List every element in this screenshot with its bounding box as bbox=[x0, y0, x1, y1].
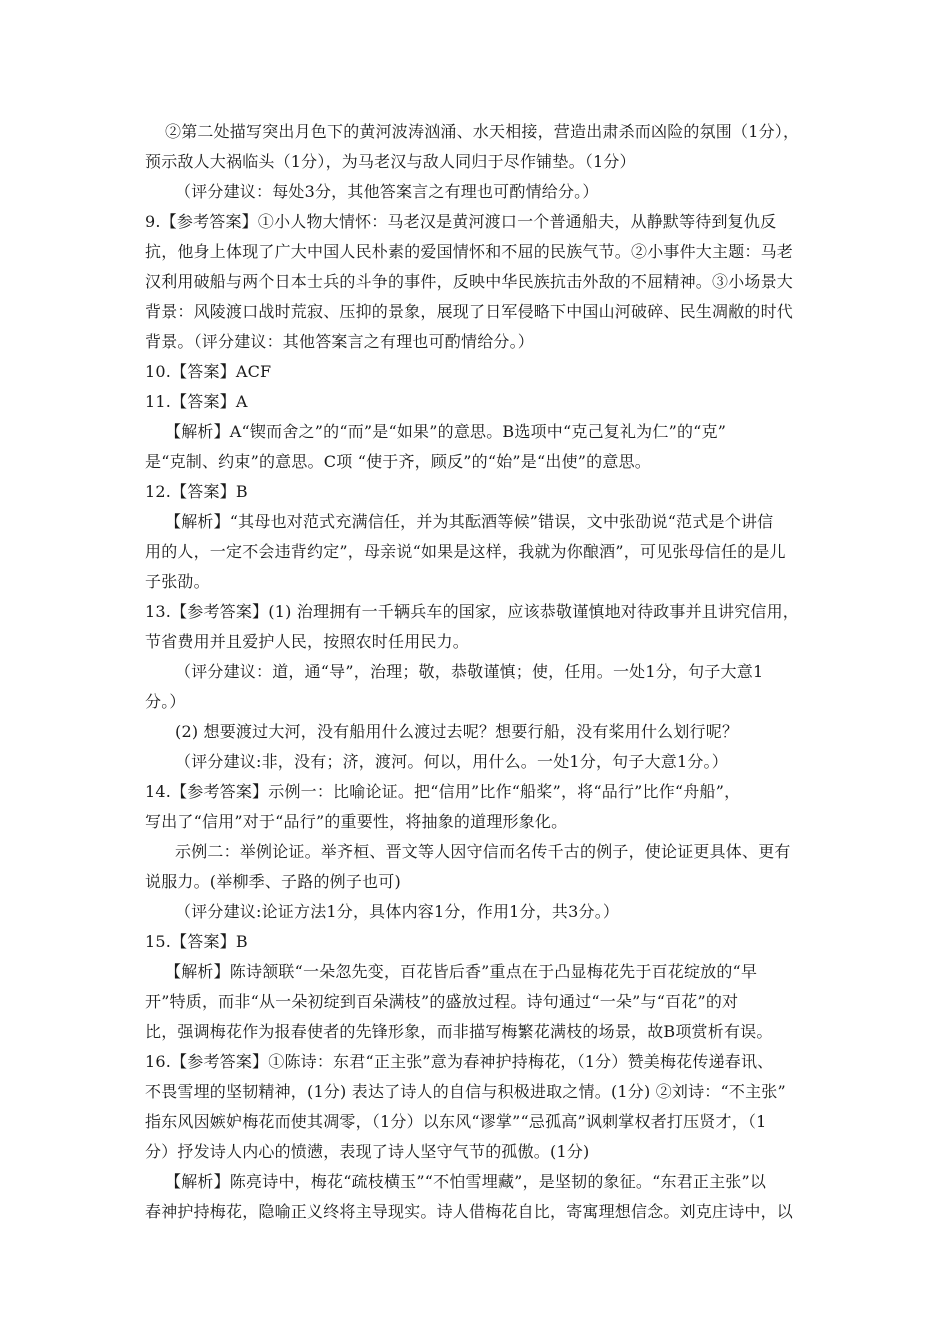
text-line: 说服力。(举柳季、子路的例子也可) bbox=[145, 872, 401, 891]
answer-13-line: 13.【参考答案】(1) 治理拥有一千辆兵车的国家，应该恭敬谨慎地对待政事并且讲究信用， bbox=[145, 602, 799, 621]
answer-16-line: 16.【参考答案】①陈诗：东君“正主张”意为春神护持梅花，（1分）赞美梅花传递春讯、 bbox=[145, 1052, 774, 1071]
answer-12-line: 12.【答案】B bbox=[145, 482, 248, 501]
text-line: 分。） bbox=[145, 692, 186, 711]
text-line: ②第二处描写突出月色下的黄河波涛汹涌、水天相接，营造出肃杀而凶险的氛围（1分）， bbox=[165, 122, 800, 141]
text-line: 节省费用并且爱护人民，按照农时任用民力。 bbox=[145, 632, 470, 651]
text-line: 不畏雪埋的坚韧精神，(1分) 表达了诗人的自信与积极进取之情。(1分) ②刘诗：“不主张” bbox=[145, 1082, 786, 1101]
answer-10-line: 10.【答案】ACF bbox=[145, 362, 272, 381]
answer-14-line: 14.【参考答案】示例一：比喻论证。把“信用”比作“船桨”，将“品行”比作“舟船”， bbox=[145, 782, 741, 801]
text-line: 示例二：举例论证。举齐桓、晋文等人因守信而名传千古的例子，使论证更具体、更有 bbox=[175, 842, 791, 861]
text-line: (2) 想要渡过大河，没有船用什么渡过去呢？想要行船，没有桨用什么划行呢？ bbox=[175, 722, 739, 741]
text-line: 背景：风陵渡口战时荒寂、压抑的景象，展现了日军侵略下中国山河破碎、民生凋敝的时代 bbox=[145, 302, 794, 321]
text-line: 汉利用破船与两个日本士兵的斗争的事件，反映中华民族抗击外敌的不屈精神。③小场景大 bbox=[145, 272, 794, 291]
text-line: 子张劭。 bbox=[145, 572, 210, 591]
text-line: 指东风因嫉妒梅花而使其凋零，（1分）以东风“谬掌”“忌孤高”讽刺掌权者打压贤才，（1 bbox=[145, 1112, 767, 1131]
text-line: 【解析】陈诗颔联“一朵忽先变，百花皆后香”重点在于凸显梅花先于百花绽放的“早 bbox=[165, 962, 758, 981]
text-line: 抗，他身上体现了广大中国人民朴素的爱国情怀和不屈的民族气节。②小事件大主题：马老 bbox=[145, 242, 794, 261]
text-line: （评分建议:论证方法1分，具体内容1分，作用1分，共3分。） bbox=[175, 902, 620, 921]
text-line: （评分建议:非，没有；济，渡河。何以，用什么。一处1分，句子大意1分。） bbox=[175, 752, 728, 771]
text-line: 【解析】“其母也对范式充满信任，并为其酝酒等候”错误，文中张劭说“范式是个讲信 bbox=[165, 512, 774, 531]
text-line: 【解析】A“锲而舍之”的“而”是“如果”的意思。B选项中“克己复礼为仁”的“克” bbox=[165, 422, 727, 441]
text-line: 写出了“信用”对于“品行”的重要性，将抽象的道理形象化。 bbox=[145, 812, 568, 831]
text-line: （评分建议：每处3分，其他答案言之有理也可酌情给分。） bbox=[175, 182, 599, 201]
text-line: 是“克制、约束”的意思。C项 “使于齐，顾反”的“始”是“出使”的意思。 bbox=[145, 452, 651, 471]
text-line: （评分建议：道，通“导”，治理；敬，恭敬谨慎；使，任用。一处1分，句子大意1 bbox=[175, 662, 764, 681]
text-line: 比，强调梅花作为报春使者的先锋形象，而非描写梅繁花满枝的场景，故B项赏析有误。 bbox=[145, 1022, 773, 1041]
answer-11-line: 11.【答案】A bbox=[145, 392, 248, 411]
text-line: 开”特质，而非“从一朵初绽到百朵满枝”的盛放过程。诗句通过“一朵”与“百花”的对 bbox=[145, 992, 739, 1011]
text-line: 【解析】陈亮诗中，梅花“疏枝横玉”“不怕雪埋藏”，是坚韧的象征。“东君正主张”以 bbox=[165, 1172, 767, 1191]
text-line: 背景。（评分建议：其他答案言之有理也可酌情给分。） bbox=[145, 332, 535, 351]
answer-9-line: 9.【参考答案】①小人物大情怀：马老汉是黄河渡口一个普通船夫，从静默等待到复仇反 bbox=[145, 212, 777, 231]
text-line: 春神护持梅花，隐喻正义终将主导现实。诗人借梅花自比，寄寓理想信念。刘克庄诗中，以 bbox=[145, 1202, 794, 1221]
text-line: 分）抒发诗人内心的愤懑，表现了诗人坚守气节的孤傲。(1分) bbox=[145, 1142, 590, 1161]
answer-15-line: 15.【答案】B bbox=[145, 932, 248, 951]
text-line: 用的人，一定不会违背约定”，母亲说“如果是这样，我就为你酿酒”，可见张母信任的是儿 bbox=[145, 542, 786, 561]
text-line: 预示敌人大祸临头（1分），为马老汉与敌人同归于尽作铺垫。（1分） bbox=[145, 152, 636, 171]
